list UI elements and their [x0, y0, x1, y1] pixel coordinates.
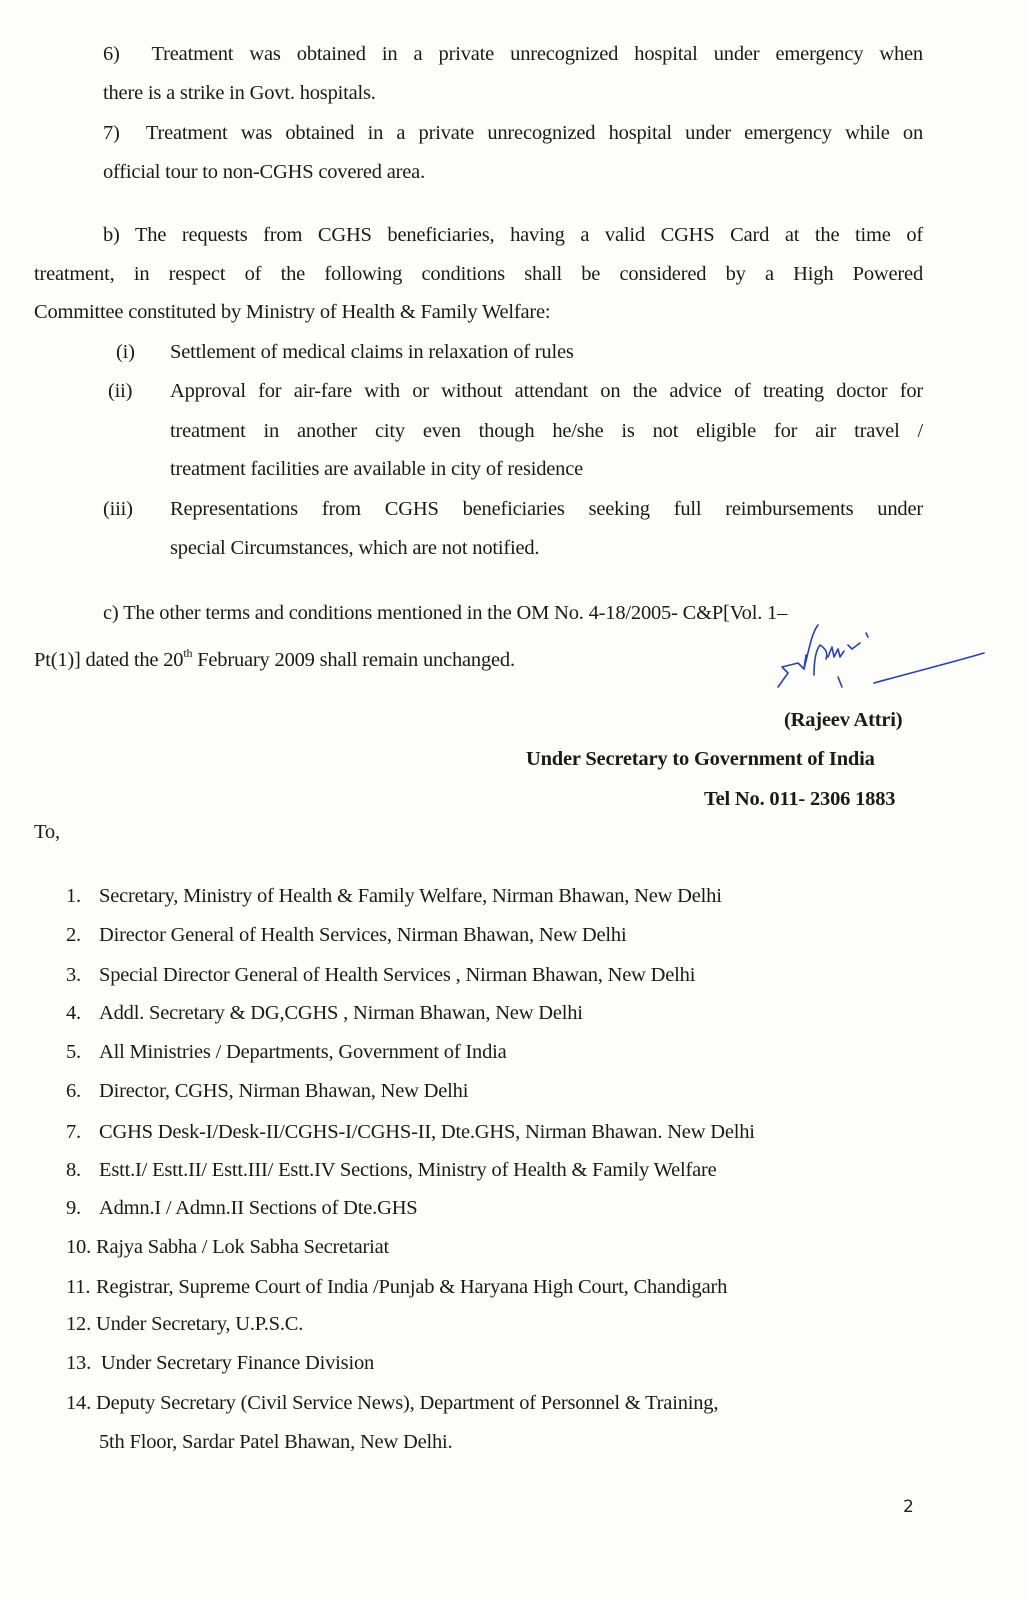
recipient-number: 13. — [66, 1352, 92, 1374]
para-b-item-i-number: (i) — [116, 341, 135, 363]
recipient-text: Addl. Secretary & DG,CGHS , Nirman Bhawan, New Delhi — [99, 1002, 583, 1024]
recipient-number: 10. — [66, 1236, 92, 1258]
para-a-item-6-line1 — [103, 42, 923, 66]
recipient-number: 6. — [66, 1080, 81, 1102]
recipient-number: 1. — [66, 885, 81, 907]
signature-icon — [770, 615, 990, 695]
para-b-item-i-line1: Settlement of medical claims in relaxation of rules — [170, 341, 574, 363]
recipient-number: 4. — [66, 1002, 81, 1024]
recipient-text: Special Director General of Health Services , Nirman Bhawan, New Delhi — [99, 964, 696, 986]
recipient-number: 5. — [66, 1041, 81, 1063]
recipient-number: 2. — [66, 924, 81, 946]
recipient-text-continuation: 5th Floor, Sardar Patel Bhawan, New Delhi. — [99, 1431, 453, 1453]
recipient-text: All Ministries / Departments, Government of India — [99, 1041, 507, 1063]
recipient-text: Estt.I/ Estt.II/ Estt.III/ Estt.IV Sections, Ministry of Health & Family Welfare — [99, 1159, 717, 1181]
recipient-number: 3. — [66, 964, 81, 986]
para-c-line1: c) The other terms and conditions mentioned in the OM No. 4-18/2005- C&P[Vol. 1– — [103, 602, 788, 624]
para-a-item-7-line1 — [103, 121, 923, 145]
to-label: To, — [34, 821, 60, 843]
para-b-line3: Committee constituted by Ministry of Health & Family Welfare: — [34, 301, 551, 323]
para-b-item-iii-line2: special Circumstances, which are not notified. — [170, 537, 540, 559]
recipient-text: CGHS Desk-I/Desk-II/CGHS-I/CGHS-II, Dte.GHS, Nirman Bhawan. New Delhi — [99, 1121, 755, 1143]
text-fragment: February 2009 shall remain unchanged. — [192, 649, 515, 671]
ordinal-superscript: th — [183, 646, 193, 660]
para-b-item-iii-number: (iii) — [103, 498, 133, 520]
para-b-line1: b) The requests from CGHS beneficiaries, having a valid CGHS Card at the time of — [103, 224, 923, 246]
recipient-text: Director General of Health Services, Nirman Bhawan, New Delhi — [99, 924, 627, 946]
para-b-line2: treatment, in respect of the following conditions shall be considered by a High Powered — [34, 263, 923, 285]
item-number: 6) — [103, 43, 120, 65]
recipient-number: 11. — [66, 1276, 91, 1298]
page-number: 2 — [903, 1497, 914, 1517]
recipient-text: Rajya Sabha / Lok Sabha Secretariat — [96, 1236, 389, 1258]
recipient-number: 7. — [66, 1121, 81, 1143]
signatory-name: (Rajeev Attri) — [784, 709, 903, 731]
recipient-number: 14. — [66, 1392, 92, 1414]
para-b-item-ii-line2: treatment in another city even though he/she is not eligible for air travel / — [170, 420, 923, 442]
recipient-text: Under Secretary, U.P.S.C. — [96, 1313, 304, 1335]
recipient-number: 9. — [66, 1197, 81, 1219]
para-a-item-7-line2: official tour to non-CGHS covered area. — [103, 161, 425, 183]
item-number: 7) — [103, 122, 120, 144]
recipient-text: Registrar, Supreme Court of India /Punjab & Haryana High Court, Chandigarh — [96, 1276, 728, 1298]
item-text: Treatment was obtained in a private unrecognized hospital under emergency when — [151, 43, 923, 65]
recipient-text: Deputy Secretary (Civil Service News), Department of Personnel & Training, — [96, 1392, 719, 1414]
recipient-text: Secretary, Ministry of Health & Family Welfare, Nirman Bhawan, New Delhi — [99, 885, 722, 907]
signatory-tel: Tel No. 011- 2306 1883 — [704, 788, 896, 810]
para-b-item-ii-line3: treatment facilities are available in city of residence — [170, 458, 584, 480]
para-b-item-iii-line1: Representations from CGHS beneficiaries seeking full reimbursements under — [170, 498, 923, 520]
para-a-item-6-line2: there is a strike in Govt. hospitals. — [103, 82, 376, 104]
recipient-text: Under Secretary Finance Division — [96, 1352, 375, 1374]
para-b-item-ii-line1: Approval for air-fare with or without attendant on the advice of treating doctor for — [170, 380, 923, 402]
recipient-number: 8. — [66, 1159, 81, 1181]
recipient-number: 12. — [66, 1313, 92, 1335]
recipient-text: Admn.I / Admn.II Sections of Dte.GHS — [99, 1197, 418, 1219]
text-fragment: Pt(1)] dated the 20 — [34, 649, 184, 671]
recipient-text: Director, CGHS, Nirman Bhawan, New Delhi — [99, 1080, 469, 1102]
signatory-designation: Under Secretary to Government of India — [526, 748, 875, 770]
item-text: Treatment was obtained in a private unrecognized hospital under emergency while on — [145, 122, 924, 144]
para-c-line2 — [34, 641, 515, 672]
para-b-item-ii-number: (ii) — [108, 380, 133, 402]
